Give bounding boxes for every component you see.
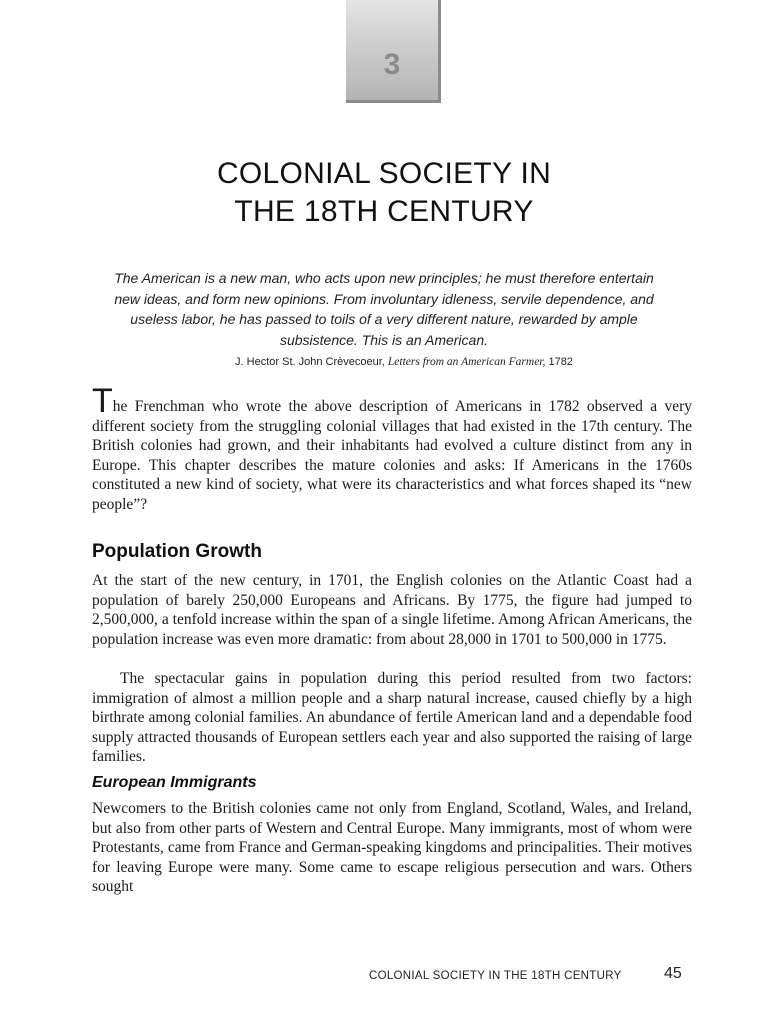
epigraph-attribution — [0, 356, 768, 368]
epigraph-year: 1782 — [548, 356, 573, 368]
chapter-title — [0, 155, 768, 231]
immigrants-paragraph-1: Newcomers to the British colonies came not only from England, Scotland, Wales, and Ireland, but also from other parts of Western and Central Europe. Many immigrants, most of whom were Protestants, came from France and German-speaking kingdoms and principalities. Their motives for leaving Europe were many. Some came to escape religious persecution and wars. Others sought — [92, 800, 692, 896]
page-number: 45 — [664, 965, 682, 982]
subsection-heading-immigrants: European Immigrants — [92, 774, 257, 791]
chapter-title-line-1: COLONIAL SOCIETY IN — [216, 157, 552, 190]
population-paragraph-1: At the start of the new century, in 1701, the English colonies on the Atlantic Coast had a population of barely 250,000 Europeans and Africans. By 1775, the figure had jumped to 2,500,000, a tenfold increase within the span of a single lifetime. Among African Americans, the population increase was even more dramatic: from about 28,000 in 1701 to 500,000 in 1775. — [92, 572, 692, 648]
epigraph-work: Letters from an American Farmer, — [387, 356, 546, 368]
intro-paragraph — [92, 382, 692, 515]
intro-text: he Frenchman who wrote the above description of Americans in 1782 observed a very different society from the struggling colonial villages that had existed in the 17th century. The British colonies had grown, and their inhabitants had evolved a culture distinct from any in Europe. This chapter describes the mature colonies and asks: If Americans in the 1760s constituted a new kind of society, what were its characteristics and what forces shaped its “new people”? — [92, 398, 692, 513]
chapter-title-line-2: THE 18TH CENTURY — [234, 195, 534, 228]
chapter-number: 3 — [383, 48, 401, 81]
drop-cap: T — [92, 382, 113, 420]
running-footer-title: COLONIAL SOCIETY IN THE 18TH CENTURY — [369, 970, 622, 982]
chapter-tab — [346, 0, 441, 100]
population-paragraph-2: The spectacular gains in population during this period resulted from two factors: immigration of almost a million people and a sharp natural increase, caused chiefly by a high birthrate among colonial families. An abundance of fertile American land and a dependable food supply attracted thousands of European settlers each year and also supported the raising of large families. — [92, 670, 692, 766]
epigraph-quote: The American is a new man, who acts upon new principles; he must therefore entertain new ideas, and form new opinions. From involuntary idleness, servile dependence, and useless labor, he has passed to toils of a very different nature, rewarded by ample subsistence. This is an American. — [114, 270, 654, 348]
section-heading-population: Population Growth — [92, 541, 262, 562]
epigraph-author: J. Hector St. John Crèvecoeur, — [235, 356, 385, 368]
